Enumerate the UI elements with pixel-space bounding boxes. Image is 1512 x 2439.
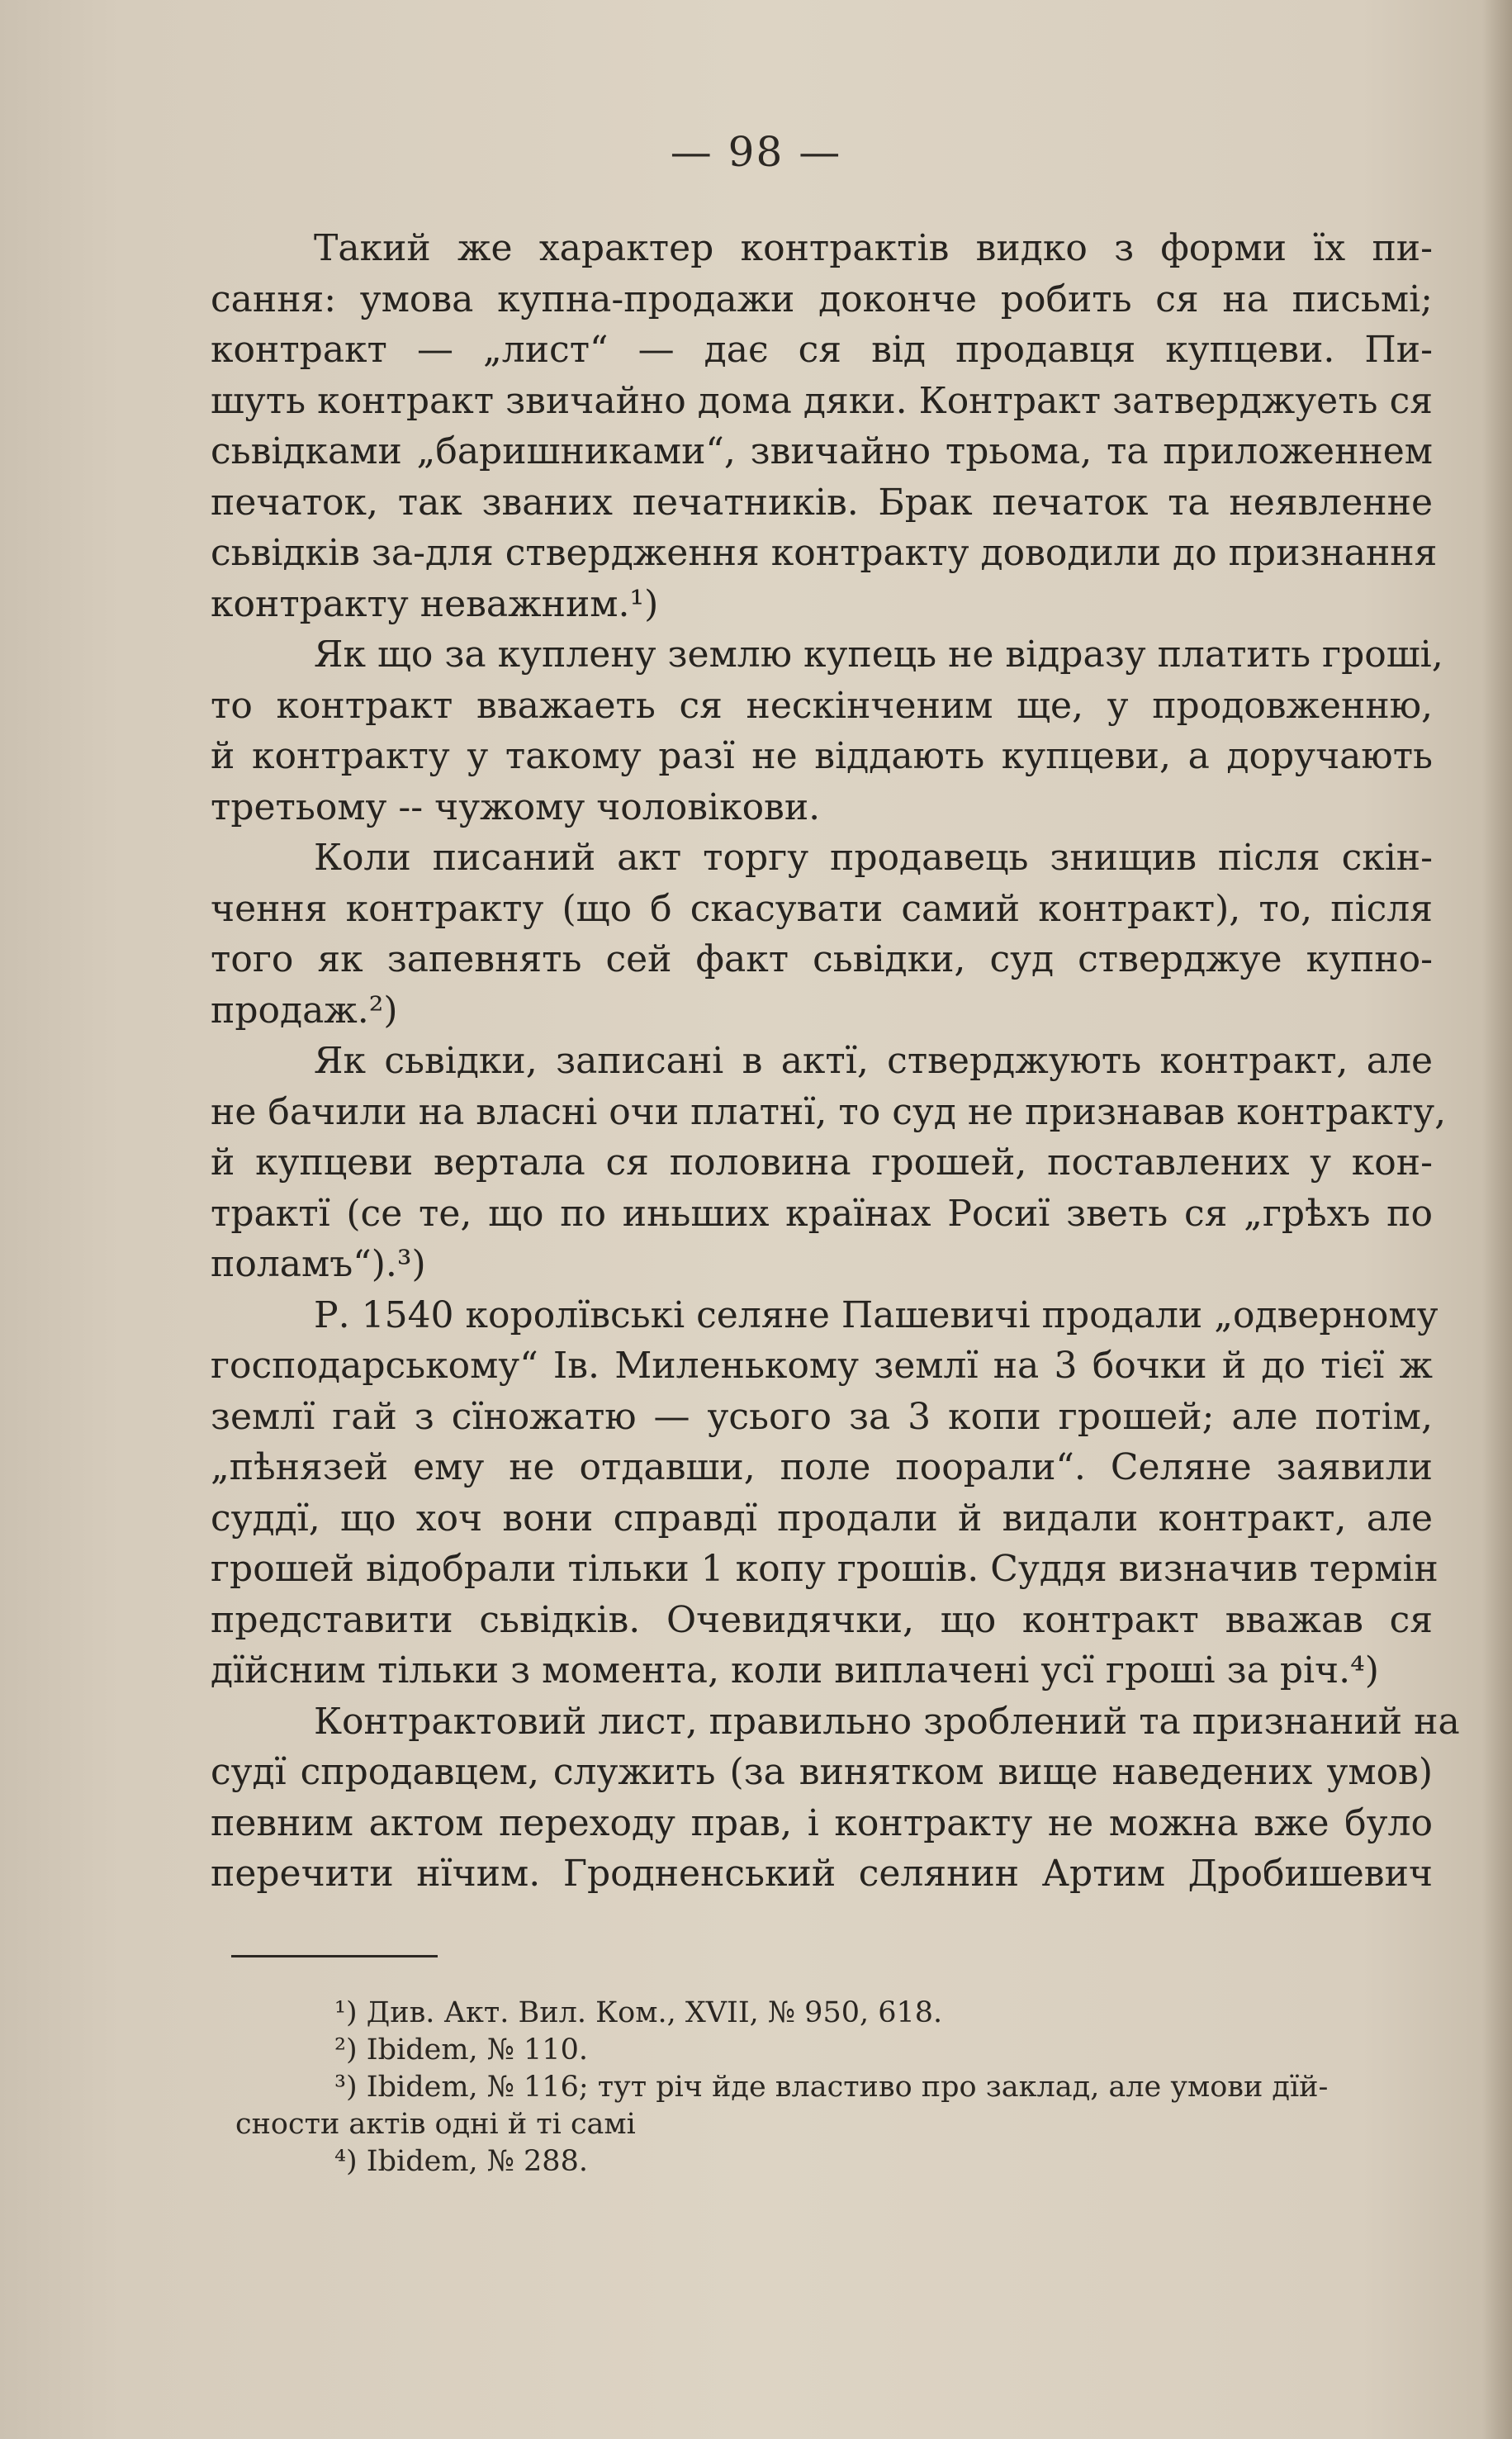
text-line: чення контракту (що б скасувати самий контракт), то, після (211, 887, 1433, 930)
text-line: то контракт вважаеть ся нескінченим ще, у продовженню, (211, 684, 1433, 727)
text-line: певним актом переходу прав, і контракту не можна вже було (211, 1801, 1433, 1844)
text-line: грошей відобрали тільки 1 копу грошів. Суддя визначив термін (211, 1548, 1439, 1590)
text-line: сьвідків за-для ствердження контракту доводили до признання (211, 532, 1438, 574)
text-line: Такий же характер контрактів видко з форми їх пи- (314, 227, 1433, 269)
text-line: того як запевнять сей факт сьвідки, суд стверджуе купно- (211, 938, 1433, 980)
text-line: шуть контракт звичайно дома дяки. Контракт затверджуеть ся (211, 379, 1433, 422)
text-line: господарському“ Ів. Миленькому землї на 3 бочки й до тієї ж (211, 1345, 1433, 1387)
text-line: контракту неважним.¹) (211, 582, 659, 625)
footnote-line: ²) Ibidem, № 110. (334, 2033, 588, 2067)
text-line: перечити нїчим. Гродненський селянин Артим Дробишевич (211, 1853, 1433, 1895)
text-line: печаток, так званих печатників. Брак печаток та неявленне (211, 481, 1433, 524)
text-line: й купцеви вертала ся половина грошей, поставлених у кон- (211, 1141, 1433, 1184)
text-line: й контракту у такому разї не віддають купцеви, а доручають (211, 735, 1433, 777)
text-line: землї гай з сїножатю — усього за 3 копи грошей; але потім, (211, 1395, 1433, 1438)
text-line: „пѣнязей ему не отдавши, поле поорали“. Селяне заявили (211, 1446, 1433, 1488)
text-line: Як що за куплену землю купець не відразу платить гроші, (314, 633, 1443, 676)
text-line: трактї (се те, що по иньших країнах Росиї зветь ся „грѣхъ по (211, 1192, 1433, 1235)
text-line: суддї, що хоч вони справдї продали й видали контракт, але (211, 1497, 1433, 1540)
text-line: Коли писаний акт торгу продавець знищив після скін- (314, 837, 1433, 879)
text-line: судї спродавцем, служить (за винятком вище наведених умов) (211, 1751, 1433, 1793)
text-line: Р. 1540 королївські селяне Пашевичі продали „одверному (314, 1293, 1439, 1336)
text-line: дїйсним тільки з момента, коли виплачені усї гроші за річ.⁴) (211, 1649, 1379, 1692)
page-edge-shadow (1482, 0, 1512, 2439)
footnotes (235, 1995, 1449, 2180)
text-line: Контрактовий лист, правильно зроблений та признаний на (314, 1700, 1460, 1743)
text-line: третьому -- чужому чоловікови. (211, 785, 821, 828)
main-text (211, 223, 1460, 1900)
text-line: контракт — „лист“ — дає ся від продавця купцеви. Пи- (211, 329, 1433, 371)
footnote-line: ⁴) Ibidem, № 288. (334, 2145, 588, 2178)
text-line: Як сьвідки, записані в актї, стверджують контракт, але (314, 1040, 1433, 1082)
text-line: продаж.²) (211, 989, 398, 1032)
footnote-line: ³) Ibidem, № 116; тут річ йде властиво про заклад, але умови дїй- (334, 2071, 1329, 2104)
page-number: — 98 — (670, 128, 842, 176)
text-line: сьвідками „баришниками“, звичайно трьома, та приложеннем (211, 430, 1433, 472)
text-line: представити сьвідків. Очевидячки, що контракт вважав ся (211, 1598, 1433, 1641)
text-line: сання: умова купна-продажи доконче робить ся на письмі; (211, 278, 1433, 320)
footnote-line: ¹) Див. Акт. Вил. Ком., XVII, № 950, 618. (334, 1996, 943, 2029)
text-line: поламъ“).³) (211, 1243, 426, 1285)
text-line: не бачили на власні очи платнї, то суд не признавав контракту, (211, 1090, 1447, 1133)
footnote-line: сности актів одні й ті самі (235, 2108, 636, 2141)
footnote-divider (231, 1955, 438, 1957)
